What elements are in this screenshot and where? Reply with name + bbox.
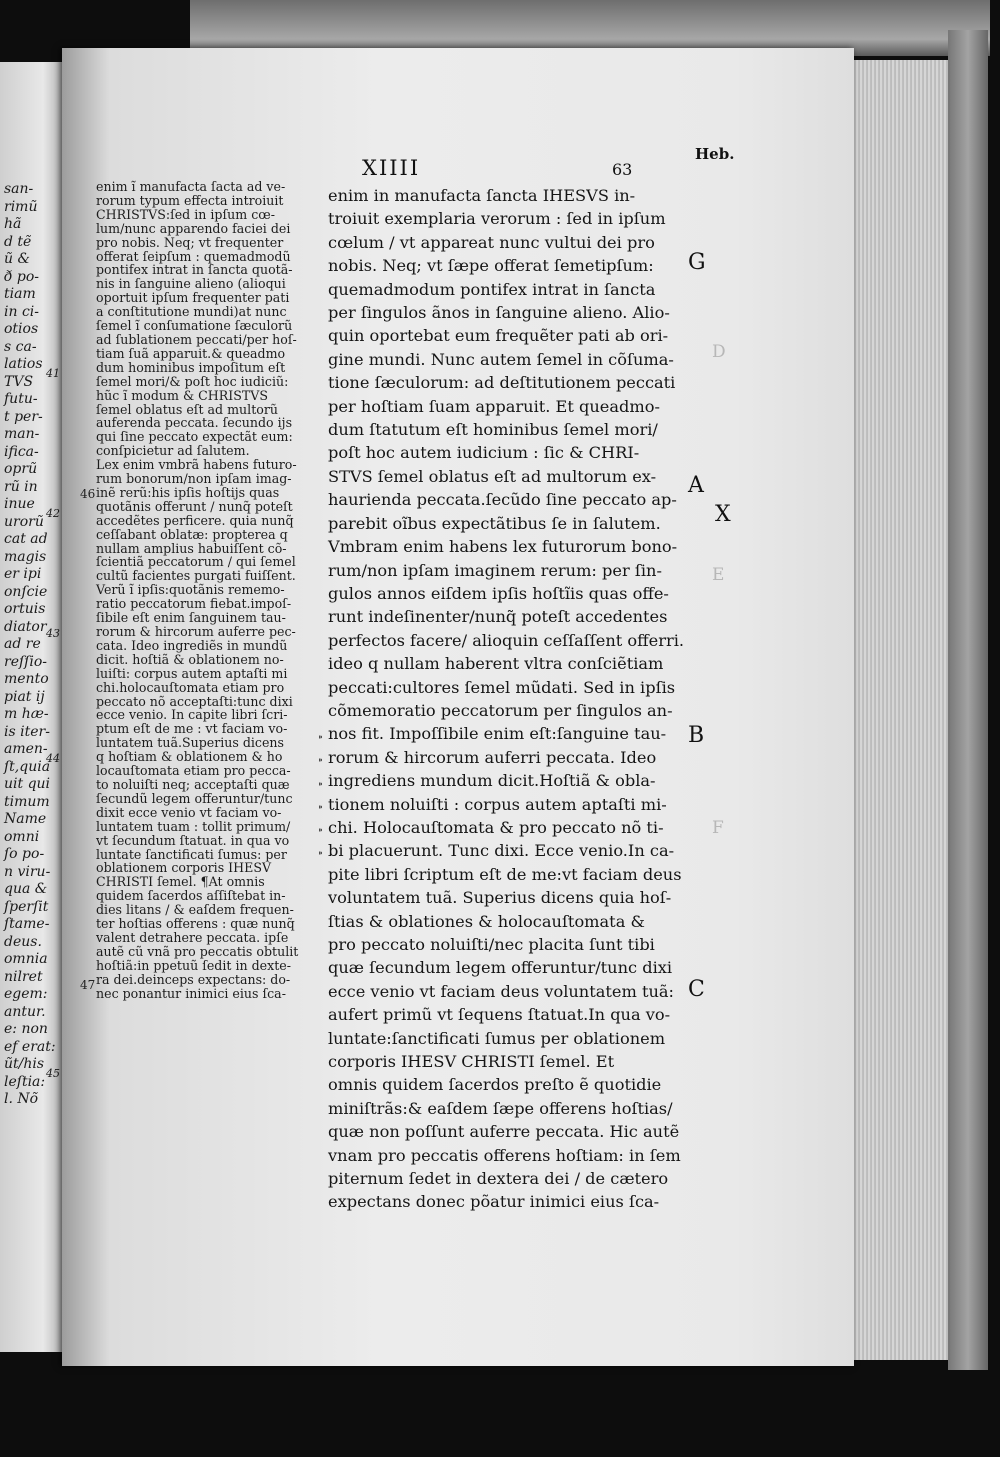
gloss-line: rorum & hircorum auferre pec- <box>96 624 296 639</box>
left-page-line-fragment: l. Nõ <box>4 1091 39 1107</box>
gloss-line: ra dei.deinceps expectans: do- <box>96 971 291 987</box>
main-text-line: luntate:ſanctificati ſumus per oblationem <box>328 1028 666 1048</box>
left-page-line-fragment: t per- <box>4 408 43 425</box>
gloss-line: ſemel ĩ conſumatione ſæculorũ <box>96 318 293 334</box>
main-text-line: chi. Holocauſtomata & pro peccato nõ ti- <box>328 817 664 837</box>
margin-mark: ⁍ <box>318 756 323 767</box>
left-page-line-fragment: n viru- <box>4 863 51 880</box>
left-page-line-fragment: s ca- <box>4 338 37 355</box>
gloss-line: pro nobis. Neq; vt frequenter <box>96 234 284 250</box>
left-page-line-fragment: futu- <box>4 391 38 407</box>
folio-number: 63 <box>612 160 633 179</box>
left-page-line-fragment: piat ij <box>4 688 45 705</box>
left-page-verse-number: 45 <box>46 1067 60 1080</box>
gloss-line: rorum typum effecta introiuit <box>96 192 284 208</box>
left-page-line-fragment: uit qui <box>4 776 51 792</box>
gloss-line: ptum eſt de me : vt faciam vo- <box>96 721 288 737</box>
left-page-line-fragment: magis <box>4 548 47 565</box>
margin-mark: ⁍ <box>318 780 323 791</box>
main-text-line: vnam pro peccatis offerens hoſtiam: in ſem <box>328 1145 681 1165</box>
gloss-line: accedẽtes perficere. quia nunq̃ <box>96 512 294 528</box>
book-label: Heb. <box>695 145 735 163</box>
gloss-line: q hoſtiam & oblationem & ho <box>96 749 283 765</box>
gloss-column <box>96 180 310 1000</box>
gloss-line: dixit ecce venio vt faciam vo- <box>96 804 282 820</box>
main-text-line: bi placuerunt. Tunc dixi. Ecce venio.In ca- <box>328 841 675 861</box>
main-text-line: peccati:cultores ſemel mũdati. Sed in ipſis <box>328 677 676 697</box>
gloss-line: luntatem tuam : tollit primum/ <box>96 818 291 834</box>
main-text-line: troiuit exemplaria verorum : ſed in ipſum <box>328 209 666 229</box>
main-text-line: aufert primũ vt ſequens ſtatuat.In qua vo- <box>328 1005 671 1025</box>
gloss-line: lum/nunc apparendo faciei dei <box>96 220 291 236</box>
left-page-line-fragment: rimũ <box>4 198 38 215</box>
left-page-line-fragment: ũ & <box>4 251 30 267</box>
margin-mark: ⁍ <box>318 733 323 744</box>
gloss-line: luntate ſanctificati ſumus: per <box>96 846 287 862</box>
left-page-line-fragment: ſperſit <box>4 898 49 915</box>
left-page-line-fragment: hã <box>4 216 22 232</box>
left-page-line-fragment: in ci- <box>4 303 39 320</box>
margin-mark: ⁍ <box>318 803 323 814</box>
main-text-line: miniſtrãs:& eaſdem ſæpe offerens hoſtias/ <box>328 1098 673 1118</box>
left-page-line-fragment: ũt/his <box>4 1056 45 1072</box>
left-page-line-fragment: TVS <box>4 373 34 390</box>
gloss-line: ter hoſtias offerens : quæ nunq̃ <box>96 916 295 932</box>
left-page-line-fragment: man- <box>4 426 40 442</box>
main-text-line: Vmbram enim habens lex futurorum bono- <box>328 537 678 557</box>
gloss-line: valent detrahere peccata. ipſe <box>96 929 289 945</box>
gloss-line: qui ſine peccato expectãt eum: <box>96 429 293 445</box>
gloss-line: a conſtitutione mundi)at nunc <box>96 304 287 320</box>
left-page-line-fragment: is iter- <box>4 723 50 740</box>
left-page-line-fragment: cat ad <box>4 531 48 547</box>
gloss-line: luiſti: corpus autem aptaſti mi <box>96 665 288 681</box>
main-text-line: pro peccato noluiſti/nec placita ſunt tibi <box>328 935 655 954</box>
main-text-line: ingrediens mundum dicit.Hoſtiã & obla- <box>328 771 656 791</box>
main-text-line: rum/non ipſam imaginem rerum: per ſin- <box>328 560 662 580</box>
gloss-line: enim ĩ manufacta ſacta ad ve- <box>96 179 286 194</box>
side-letter-x: X <box>715 502 731 527</box>
gloss-line: to noluiſti neq; acceptaſti quæ <box>96 776 290 792</box>
main-text-line: per ſingulos ãnos in ſanguine alieno. Alio- <box>328 303 670 323</box>
gloss-line: hũc ĩ modum & CHRISTVS <box>96 387 268 403</box>
gloss-line: ſemel mori/& poſt hoc iudiciũ: <box>96 373 289 389</box>
left-page-line-fragment: deus. <box>4 933 42 950</box>
gloss-line: hoſtiã:in ppetuũ ſedit in dexte- <box>96 957 291 973</box>
gloss-line: conſpicietur ad ſalutem. <box>96 443 250 459</box>
main-text-line: gine mundi. Nunc autem ſemel in cõſuma- <box>328 349 674 369</box>
gloss-line: locauſtomata etiam pro pecca- <box>96 763 291 779</box>
gloss-line: ecce venio. In capite libri ſcri- <box>96 707 288 723</box>
left-page-line-fragment: diator <box>4 618 47 635</box>
gloss-line: Verũ ĩ ipſis:quotãnis rememo- <box>96 582 285 598</box>
left-page-line-fragment: san- <box>4 181 34 197</box>
main-text-line: nos fit. Impoſſibile enim eſt:ſanguine tau- <box>328 724 667 744</box>
left-page-line-fragment: timum <box>4 793 50 810</box>
main-text-line: tionem noluiſti : corpus autem aptaſti mi- <box>328 794 667 814</box>
gloss-line: nis in ſanguine alieno (alioqui <box>96 276 286 292</box>
left-page-line-fragment: er ipi <box>4 566 42 582</box>
gloss-line: ſibile eſt enim ſanguinem tau- <box>96 610 286 626</box>
main-text-line: quin oportebat eum frequẽter pati ab ori- <box>328 326 669 346</box>
main-text-line: pite libri ſcriptum eſt de me:vt faciam deus <box>328 864 682 884</box>
main-text-line: cœlum / vt appareat nunc vultui dei pro <box>328 232 655 252</box>
left-page-line-fragment: ſo po- <box>4 846 45 862</box>
left-page-line-fragment: m hæ- <box>4 706 49 722</box>
main-text-line: STVS ſemel oblatus eſt ad multorum ex- <box>328 466 657 486</box>
ghost-letter-d: D <box>712 342 726 362</box>
main-text-line: perfectos facere/ alioquin ceſſaſſent offerri. <box>328 630 685 650</box>
gloss-line: luntatem tuã.Superius dicens <box>96 735 285 751</box>
gloss-line: quotãnis offerunt / nunq̃ poteſt <box>96 498 293 514</box>
running-head: XIIII <box>362 156 421 180</box>
gloss-line: rum bonorum/non ipſam imag- <box>96 471 292 487</box>
left-page-line-fragment: ifica- <box>4 443 39 460</box>
left-page-line-fragment: leſtia: <box>4 1073 46 1090</box>
gloss-line: dicit. hoſtiã & oblationem no- <box>96 651 284 667</box>
gloss-line: Lex enim vmbrã habens futuro- <box>96 457 297 473</box>
left-page-line-fragment: reſſio- <box>4 653 47 670</box>
left-page-verse-number: 43 <box>46 627 60 640</box>
left-page-line-fragment: e: non <box>4 1021 48 1037</box>
gloss-line: dies litans / & eaſdem frequen- <box>96 902 294 918</box>
left-page-line-fragment: oprũ <box>4 461 38 477</box>
main-text-line: quæ ſecundum legem offeruntur/tunc dixi <box>328 958 673 978</box>
main-text-line: corporis IHESV CHRISTI ſemel. Et <box>328 1052 615 1072</box>
gloss-line: cultũ facientes purgati fuiſſent. <box>96 568 296 584</box>
left-page-line-fragment: tiam <box>4 286 36 302</box>
side-letter-b: B <box>688 723 705 748</box>
gloss-line: pontifex intrat in ſancta quotã- <box>96 262 293 278</box>
main-text-line: poſt hoc autem iudicium : ſic & CHRI- <box>328 443 640 463</box>
gloss-line: peccato nõ acceptaſti:tunc dixi <box>96 693 293 709</box>
gloss-line: nullam amplius habuiſſent cõ- <box>96 540 287 556</box>
left-page-line-fragment: omnia <box>4 951 48 967</box>
gloss-line: ceſſabant oblatæ: propterea q <box>96 526 288 542</box>
gloss-line: oblationem corporis IHESV <box>96 860 272 876</box>
left-page-line-fragment: egem: <box>4 986 48 1002</box>
page-stack-fore-edge <box>852 60 950 1360</box>
ghost-letter-f: F <box>712 818 724 838</box>
gloss-line: dum hominibus impoſitum eſt <box>96 359 286 375</box>
gloss-line: CHRISTVS:ſed in ipſum cœ- <box>96 206 275 222</box>
left-page-line-fragment: rũ in <box>4 478 38 495</box>
gloss-line: ſcientiã peccatorum / qui ſemel <box>96 554 296 570</box>
gloss-line: vt ſecundum ſtatuat. in qua vo <box>96 832 290 848</box>
main-text-line: piternum ſedet in dextera dei / de cætero <box>328 1169 669 1189</box>
gloss-line: ſecundũ legem offeruntur/tunc <box>96 790 293 806</box>
main-text-line: runt indeſinenter/nunq̃ poteſt accedentes <box>328 607 668 627</box>
main-text-line: tione ſæculorum: ad deſtitutionem peccati <box>328 373 676 393</box>
main-text-line: nobis. Neq; vt ſæpe offerat ſemetipſum: <box>328 256 654 276</box>
main-text-line: ideo q nullam haberent vltra conſciẽtiam <box>328 654 664 674</box>
side-letter-c: C <box>688 977 705 1002</box>
gloss-line: chi.holocauſtomata etiam pro <box>96 679 285 695</box>
main-text-line: gulos annos eiſdem ipſis hoſtĩis quas offe- <box>328 583 669 603</box>
verse-number-47: 47 <box>80 978 96 992</box>
left-page-line-fragment: ſt,quia <box>4 758 51 775</box>
gloss-line: ratio peccatorum fiebat.impoſ- <box>96 596 292 612</box>
left-page-verse-number: 44 <box>46 752 60 765</box>
gloss-line: ad ſublationem peccati/per hoſ- <box>96 331 297 347</box>
main-text-line: ecce venio vt faciam deus voluntatem tuã: <box>328 981 674 1001</box>
gloss-line: nec ponantur inimici eius ſca- <box>96 985 286 1001</box>
gloss-line: offerat ſeipſum : quemadmodũ <box>96 248 291 264</box>
left-page-line-fragment: ef erat: <box>4 1038 56 1055</box>
gloss-line: oportuit ipſum frequenter pati <box>96 290 290 306</box>
main-text-line: quemadmodum pontifex intrat in ſancta <box>328 279 656 299</box>
verse-number-46: 46 <box>80 487 96 501</box>
book-cover-right <box>948 30 988 1370</box>
gloss-line: cata. Ideo ingrediẽs in mundũ <box>96 637 288 653</box>
main-text-line: per hoſtiam ſuam apparuit. Et queadmo- <box>328 396 660 416</box>
left-page-line-fragment: urorũ <box>4 513 44 530</box>
main-text-line: omnis quidem ſacerdos preſto ẽ quotidie <box>328 1075 662 1095</box>
left-page-line-fragment: ad re <box>4 636 41 652</box>
main-text-line: expectans donec põatur inimici eius ſca- <box>328 1192 660 1212</box>
left-page-verse-number: 42 <box>46 507 60 520</box>
left-page-line-fragment: onſcie <box>4 583 48 600</box>
left-page-line-fragment: qua & <box>4 881 48 897</box>
main-text-line: rorum & hircorum auferri peccata. Ideo <box>328 747 657 767</box>
gloss-line: ſemel oblatus eſt ad multorũ <box>96 401 278 417</box>
left-page-verse-number: 41 <box>46 367 60 380</box>
left-page-line-fragment: ortuis <box>4 601 46 617</box>
left-page-line-fragment: ð po- <box>4 268 39 285</box>
gloss-line: auferenda peccata. ſecundo ijs <box>96 415 293 431</box>
side-letter-g: G <box>688 250 706 275</box>
main-text-line: parebit oĩbus expectãtibus ſe in ſalutem. <box>328 513 661 533</box>
left-page-line-fragment: latios <box>4 356 43 372</box>
gloss-line: inẽ rerũ:his ipſis hoſtijs quas <box>96 484 280 500</box>
left-page-line-fragment: mento <box>4 671 49 687</box>
left-page-line-fragment: nilret <box>4 968 43 985</box>
left-page-line-fragment: otios <box>4 321 39 337</box>
main-text-line: dum ſtatutum eſt hominibus ſemel mori/ <box>328 420 658 440</box>
left-page-line-fragment: ſtame- <box>4 916 50 932</box>
main-text-line: quæ non poſſunt auferre peccata. Hic autẽ <box>328 1122 680 1142</box>
margin-mark: ⁍ <box>318 826 323 837</box>
main-text-line: haurienda peccata.ſecũdo ſine peccato ap- <box>328 490 677 510</box>
side-letter-a: A <box>688 473 704 498</box>
main-text-line: ſtias & oblationes & holocauſtomata & <box>328 911 645 931</box>
left-page-line-fragment: antur. <box>4 1003 46 1020</box>
left-page-line-fragment: omni <box>4 828 40 845</box>
ghost-letter-e: E <box>712 565 725 585</box>
left-page-line-fragment: amen- <box>4 741 48 757</box>
main-text-line: enim in manufacta ſancta IHESVS in- <box>328 186 636 205</box>
left-page-line-fragment: d tẽ <box>4 233 32 250</box>
gloss-line: CHRISTI ſemel. ¶At omnis <box>96 874 265 890</box>
main-text-line: voluntatem tuã. Superius dicens quia hoſ- <box>328 888 672 908</box>
main-text-line: cõmemoratio peccatorum per ſingulos an- <box>328 700 673 720</box>
margin-mark: ⁍ <box>318 849 323 860</box>
gloss-line: autẽ cũ vnã pro peccatis obtulit <box>96 943 299 959</box>
main-text-column <box>328 184 685 1214</box>
left-page-line-fragment: Name <box>4 811 47 827</box>
gloss-line: quidem ſacerdos aſſiſtebat in- <box>96 888 286 904</box>
left-page-line-fragment: inue <box>4 496 35 512</box>
gloss-line: tiam ſuã apparuit.& queadmo <box>96 345 286 361</box>
